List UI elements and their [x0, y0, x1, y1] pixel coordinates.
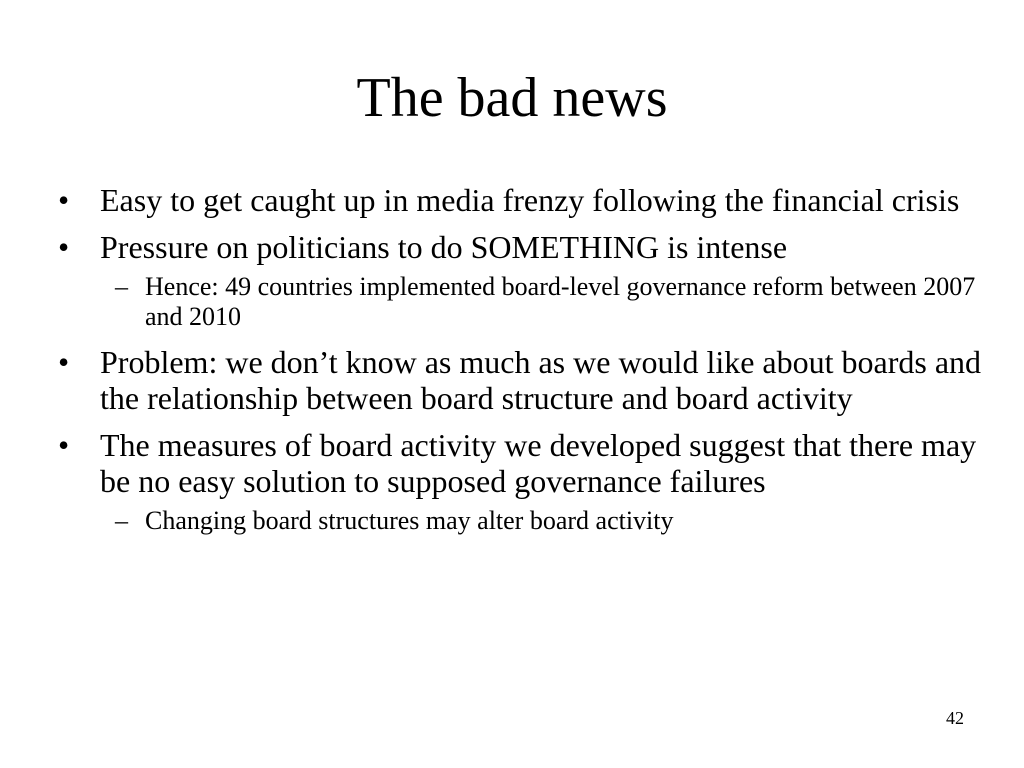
bullet-text: Problem: we don’t know as much as we would like about boards and the relationship between board structure and board activity [100, 344, 982, 416]
bullet-marker: • [58, 344, 70, 380]
bullet-marker: • [58, 182, 70, 218]
bullet-text: Easy to get caught up in media frenzy following the financial crisis [100, 182, 960, 218]
bullet-marker: • [58, 427, 70, 463]
sub-bullet-marker: – [115, 272, 128, 301]
bullet-item [58, 344, 988, 416]
bullet-marker: • [58, 229, 70, 265]
sub-bullet-text: Hence: 49 countries implemented board-level governance reform between 2007 and 2010 [145, 272, 976, 331]
bullet-text: The measures of board activity we developed suggest that there may be no easy solution to supposed governance failures [100, 427, 977, 499]
sub-bullet-text: Changing board structures may alter board activity [145, 506, 674, 535]
page-number: 42 [946, 708, 964, 728]
bullet-item [58, 182, 988, 218]
bullet-item [58, 229, 988, 265]
sub-bullet-item [58, 506, 988, 536]
sub-bullet-item [58, 272, 988, 332]
bullet-item [58, 427, 988, 499]
bullet-list [58, 182, 988, 548]
slide-title: The bad news [356, 67, 668, 129]
sub-bullet-marker: – [115, 506, 128, 535]
bullet-text: Pressure on politicians to do SOMETHING is intense [100, 229, 788, 265]
